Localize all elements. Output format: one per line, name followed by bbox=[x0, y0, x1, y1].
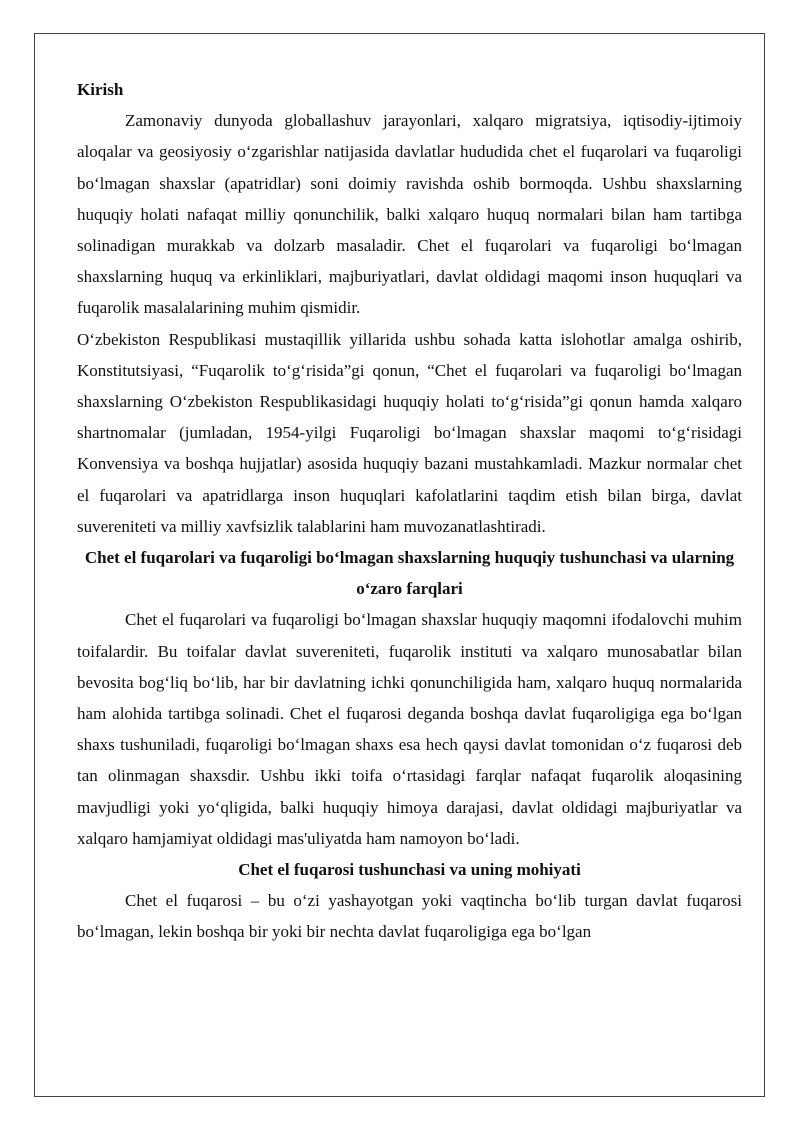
heading-intro: Kirish bbox=[77, 80, 124, 99]
heading-section-2: Chet el fuqarosi tushunchasi va uning mohiyati bbox=[238, 860, 581, 880]
page-frame bbox=[34, 33, 765, 1097]
section-2-paragraph: Chet el fuqarosi – bu o‘zi yashayotgan yoki vaqtincha bo‘lib turgan davlat fuqarosi bo‘lmagan, lekin boshqa bir yoki bir nechta davlat fuqaroligiga ega bo‘lgan bbox=[77, 891, 742, 942]
intro-paragraph-2: O‘zbekiston Respublikasi mustaqillik yillarida ushbu sohada katta islohotlar amalga oshirib, Konstitutsiyasi, “Fuqarolik to‘g‘risida”gi qonun, “Chet el fuqarolari va fuqaroligi bo‘lmagan shaxslarning O‘zbekiston Respublikasidagi huquqiy holati to‘g‘risida”gi qonun hamda xalqaro shartnomalar (jumladan, 1954-yilgi Fuqaroligi bo‘lmagan shaxslar maqomi to‘g‘risidagi Konvensiya va boshqa hujjatlar) asosida huquqiy bazani mustahkamladi. Mazkur normalar chet el fuqarolari va apatridlarga inson huquqlari kafolatlarini taqdim etish bilan birga, davlat suvereniteti va milliy xavfsizlik talablarini ham muvozanatlashtiradi. bbox=[77, 329, 742, 536]
document-body bbox=[77, 74, 742, 948]
heading-section-1: Chet el fuqarolari va fuqaroligi bo‘lmagan shaxslarning huquqiy tushunchasi va ularning o‘zaro farqlari bbox=[84, 548, 735, 599]
intro-paragraph-1: Zamonaviy dunyoda globallashuv jarayonlari, xalqaro migratsiya, iqtisodiy-ijtimoiy aloqalar va geosiyosiy o‘zgarishlar natijasida davlatlar hududida chet el fuqarolari va fuqaroligi bo‘lmagan shaxslar (apatridlar) soni doimiy ravishda oshib bormoqda. Ushbu shaxslarning huquqiy holati nafaqat milliy qonunchilik, balki xalqaro huquq normalari bilan ham tartibga solinadigan murakkab va dolzarb masaladir. Chet el fuqarolari va fuqaroligi bo‘lmagan shaxslarning huquq va erkinliklari, majburiyatlari, davlat oldidagi maqomi inson huquqlari va fuqarolik masalalarining muhim qismidir. bbox=[77, 111, 742, 318]
section-1-paragraph: Chet el fuqarolari va fuqaroligi bo‘lmagan shaxslar huquqiy maqomni ifodalovchi muhim toifalardir. Bu toifalar davlat suvereniteti, fuqarolik instituti va xalqaro munosabatlar bilan bevosita bog‘liq bo‘lib, har bir davlatning ichki qonunchiligida ham, xalqaro huquq normalarida ham alohida tartibga solinadi. Chet el fuqarosi deganda boshqa davlat fuqaroligiga ega bo‘lgan shaxs tushuniladi, fuqaroligi bo‘lmagan shaxs esa hech qaysi davlat tomonidan o‘z fuqarosi deb tan olinmagan shaxsdir. Ushbu ikki toifa o‘rtasidagi farqlar nafaqat fuqarolik aloqasining mavjudligi yoki yo‘qligida, balki huquqiy himoya darajasi, davlat oldidagi majburiyatlar va xalqaro hamjamiyat oldidagi mas'uliyatda ham namoyon bo‘ladi. bbox=[77, 610, 742, 848]
